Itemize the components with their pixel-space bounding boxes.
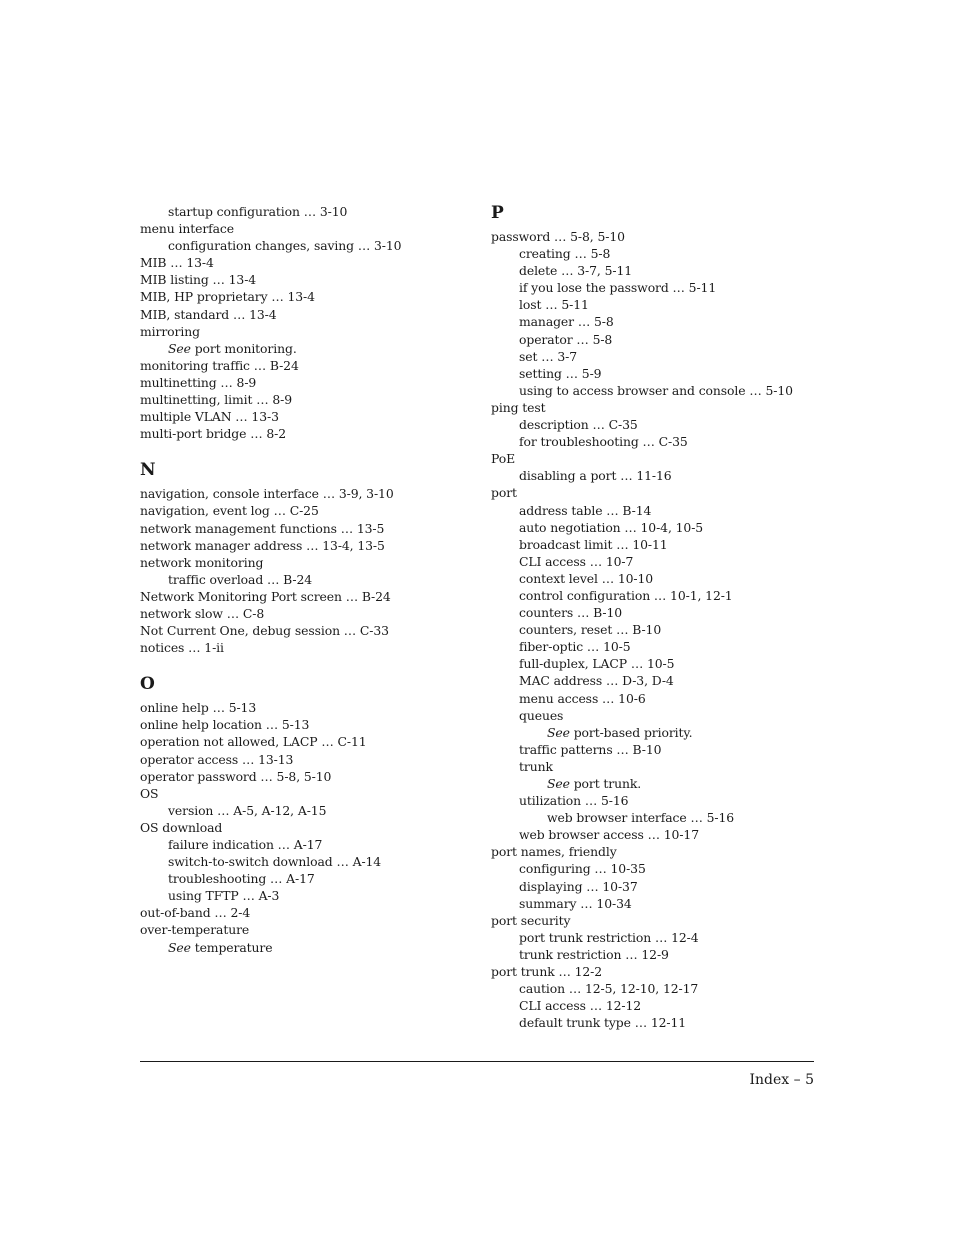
section-letter: P bbox=[491, 203, 504, 223]
index-subentry: broadcast limit … 10-11 bbox=[519, 536, 668, 552]
index-entry: OS download bbox=[140, 819, 223, 835]
index-subentry: MAC address … D-3, D-4 bbox=[519, 673, 674, 689]
see-label: See bbox=[168, 340, 191, 356]
index-subentry: context level … 10-10 bbox=[519, 570, 654, 586]
index-entry: menu interface bbox=[140, 221, 235, 237]
index-subentry: lost … 5-11 bbox=[519, 297, 589, 313]
index-subentry: menu access … 10-6 bbox=[519, 690, 646, 706]
index-entry: port names, friendly bbox=[491, 844, 617, 860]
index-entry: MIB, standard … 13-4 bbox=[140, 306, 277, 322]
index-subentry: queues bbox=[519, 707, 564, 723]
index-subentry: configuring … 10-35 bbox=[519, 861, 646, 877]
index-subentry: switch-to-switch download … A-14 bbox=[168, 854, 382, 870]
index-subentry: troubleshooting … A-17 bbox=[168, 871, 315, 887]
index-subentry: counters … B-10 bbox=[519, 605, 623, 621]
index-subentry: CLI access … 10-7 bbox=[519, 553, 634, 569]
index-entry: over-temperature bbox=[140, 922, 250, 938]
index-entry: operation not allowed, LACP … C-11 bbox=[140, 734, 367, 750]
index-entry: notices … 1-ii bbox=[140, 640, 224, 656]
index-see-reference bbox=[491, 724, 831, 741]
index-subentry: traffic overload … B-24 bbox=[168, 571, 313, 587]
index-subentry: counters, reset … B-10 bbox=[519, 622, 662, 638]
index-subentry: creating … 5-8 bbox=[519, 246, 611, 262]
index-subentry: traffic patterns … B-10 bbox=[519, 741, 662, 757]
index-subentry: using to access browser and console … 5-10 bbox=[519, 382, 793, 398]
index-entry: operator access … 13-13 bbox=[140, 751, 294, 767]
index-entry: PoE bbox=[491, 451, 516, 467]
index-subentry: summary … 10-34 bbox=[519, 895, 632, 911]
index-entry: multinetting, limit … 8-9 bbox=[140, 392, 292, 408]
index-subentry: trunk restriction … 12-9 bbox=[519, 946, 669, 962]
see-target: port trunk. bbox=[569, 776, 642, 791]
page-footer: Index – 5 bbox=[749, 1072, 814, 1088]
index-entry: online help location … 5-13 bbox=[140, 717, 310, 733]
index-entry: password … 5-8, 5-10 bbox=[491, 229, 625, 244]
index-entry: monitoring traffic … B-24 bbox=[140, 357, 299, 373]
index-see-reference bbox=[491, 775, 831, 792]
see-target: port monitoring. bbox=[190, 340, 297, 356]
section-letter: O bbox=[140, 674, 155, 695]
index-subentry: caution … 12-5, 12-10, 12-17 bbox=[519, 981, 699, 997]
index-entry: mirroring bbox=[140, 323, 200, 339]
index-subentry: for troubleshooting … C-35 bbox=[519, 434, 688, 450]
index-entry: port security bbox=[491, 912, 571, 928]
index-subentry: address table … B-14 bbox=[519, 502, 652, 518]
index-subentry: web browser access … 10-17 bbox=[519, 827, 699, 843]
index-column-left bbox=[140, 203, 470, 956]
see-target: port-based priority. bbox=[569, 724, 693, 740]
index-entry: port bbox=[491, 485, 517, 501]
index-entry: navigation, event log … C-25 bbox=[140, 503, 319, 519]
index-entry: network manager address … 13-4, 13-5 bbox=[140, 537, 385, 553]
index-subentry: fiber-optic … 10-5 bbox=[519, 639, 631, 655]
index-entry: Network Monitoring Port screen … B-24 bbox=[140, 588, 391, 604]
index-see-reference bbox=[140, 939, 470, 956]
index-subentry: startup configuration … 3-10 bbox=[168, 204, 348, 219]
index-entry: ping test bbox=[491, 399, 546, 415]
index-entry: port trunk … 12-2 bbox=[491, 964, 603, 980]
see-label: See bbox=[168, 939, 191, 955]
index-subentry: web browser interface … 5-16 bbox=[547, 810, 735, 826]
index-entry: operator password … 5-8, 5-10 bbox=[140, 768, 332, 784]
index-entry: multiple VLAN … 13-3 bbox=[140, 409, 279, 425]
index-subentry: disabling a port … 11-16 bbox=[519, 468, 672, 484]
index-see-reference bbox=[140, 340, 470, 357]
index-entry: navigation, console interface … 3-9, 3-10 bbox=[140, 486, 394, 502]
index-subentry: failure indication … A-17 bbox=[168, 837, 323, 852]
index-subentry: setting … 5-9 bbox=[519, 365, 602, 381]
index-entry: MIB, HP proprietary … 13-4 bbox=[140, 289, 315, 305]
index-subentry: description … C-35 bbox=[519, 417, 638, 433]
index-subentry: version … A-5, A-12, A-15 bbox=[168, 802, 327, 818]
index-entry: OS bbox=[140, 785, 159, 801]
index-subentry: operator … 5-8 bbox=[519, 331, 613, 347]
index-entry: Not Current One, debug session … C-33 bbox=[140, 623, 389, 639]
index-entry: network monitoring bbox=[140, 554, 264, 570]
index-entry: multinetting … 8-9 bbox=[140, 374, 257, 390]
index-entry: MIB listing … 13-4 bbox=[140, 272, 257, 288]
index-subentry: control configuration … 10-1, 12-1 bbox=[519, 587, 733, 603]
see-label: See bbox=[547, 776, 570, 791]
index-entry: out-of-band … 2-4 bbox=[140, 905, 251, 921]
index-subentry: trunk bbox=[519, 758, 553, 774]
index-subentry: port trunk restriction … 12-4 bbox=[519, 929, 699, 945]
index-entry: network slow … C-8 bbox=[140, 605, 265, 621]
index-subentry: displaying … 10-37 bbox=[519, 878, 638, 894]
section-letter: N bbox=[140, 460, 156, 481]
index-entry: network management functions … 13-5 bbox=[140, 520, 385, 536]
index-entry: multi-port bridge … 8-2 bbox=[140, 426, 286, 442]
index-subentry: delete … 3-7, 5-11 bbox=[519, 263, 633, 279]
index-subentry: CLI access … 12-12 bbox=[519, 998, 642, 1014]
see-target: temperature bbox=[190, 939, 273, 955]
footer-rule bbox=[140, 1061, 814, 1062]
index-subentry: full-duplex, LACP … 10-5 bbox=[519, 656, 675, 672]
see-label: See bbox=[547, 724, 570, 740]
index-subentry: utilization … 5-16 bbox=[519, 793, 629, 809]
index-entry: MIB … 13-4 bbox=[140, 255, 214, 271]
index-subentry: manager … 5-8 bbox=[519, 314, 614, 330]
index-subentry: default trunk type … 12-11 bbox=[519, 1015, 687, 1031]
index-subentry: set … 3-7 bbox=[519, 348, 577, 364]
index-subentry: if you lose the password … 5-11 bbox=[519, 280, 717, 296]
index-subentry: using TFTP … A-3 bbox=[168, 888, 280, 904]
index-entry: online help … 5-13 bbox=[140, 700, 257, 716]
index-subentry: auto negotiation … 10-4, 10-5 bbox=[519, 519, 704, 535]
index-column-right bbox=[491, 203, 831, 1031]
index-subentry: configuration changes, saving … 3-10 bbox=[168, 238, 402, 254]
